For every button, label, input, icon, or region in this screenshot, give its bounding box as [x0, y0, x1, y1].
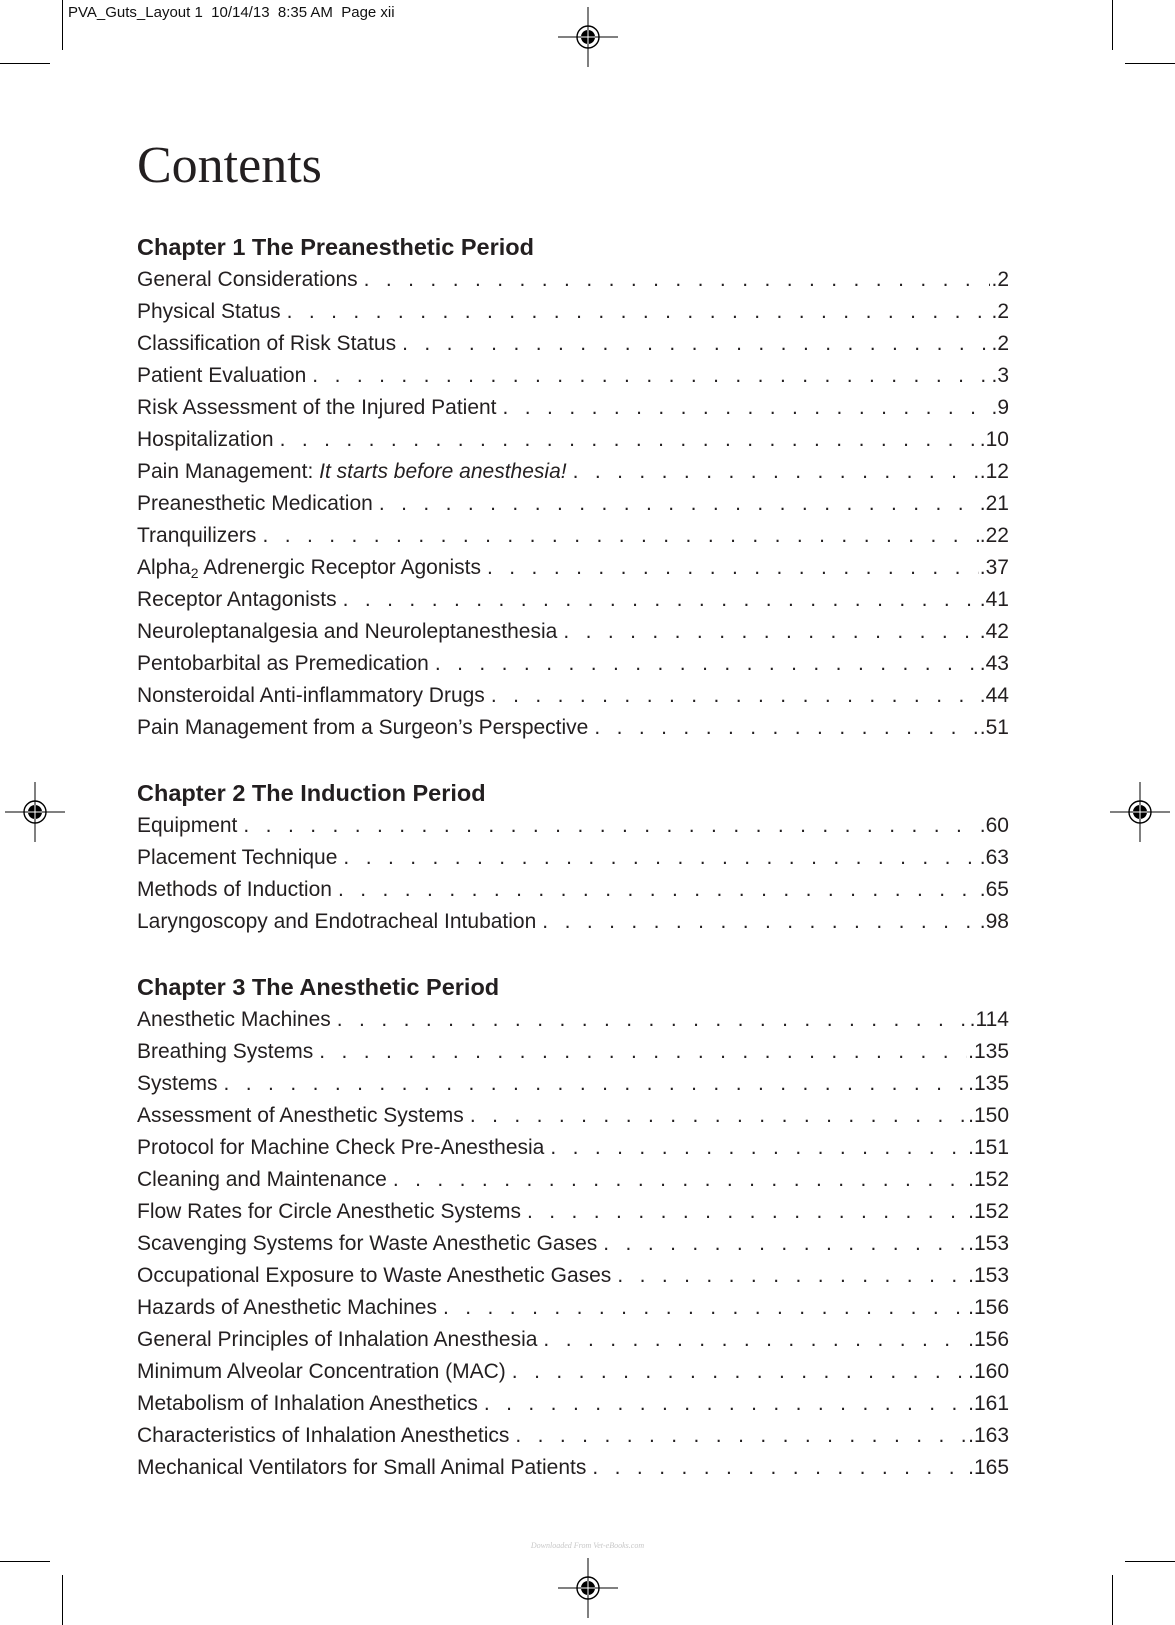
toc-entry[interactable] — [137, 842, 1009, 874]
toc-entry-label: Tranquilizers — [137, 524, 257, 547]
toc-entry-page: .153 — [968, 1264, 1009, 1287]
dot-leader — [592, 1452, 967, 1484]
crop-mark-top-right-vertical — [1112, 0, 1113, 50]
toc-entry-page: .160 — [968, 1360, 1009, 1383]
printer-slug: PVA_Guts_Layout 1 10/14/13 8:35 AM Page xii — [68, 4, 395, 21]
toc-entry-page: .150 — [968, 1104, 1009, 1127]
toc-entry[interactable] — [137, 1196, 1009, 1228]
toc-entry-label: Receptor Antagonists — [137, 588, 337, 611]
dot-leader — [312, 360, 990, 392]
toc-entry-label: Flow Rates for Circle Anesthetic Systems — [137, 1200, 521, 1223]
chapter-entries — [137, 810, 1009, 938]
toc-entry-label: Neuroleptanalgesia and Neuroleptanesthesia — [137, 620, 558, 643]
toc-entry[interactable] — [137, 1132, 1009, 1164]
crop-mark-bottom-left-vertical — [62, 1575, 63, 1625]
toc-entry-label: Anesthetic Machines — [137, 1008, 331, 1031]
dot-leader — [280, 424, 979, 456]
toc-entry[interactable] — [137, 584, 1009, 616]
toc-entry-label-italic: It starts before anesthesia! — [319, 460, 567, 483]
toc-entry-page: .21 — [979, 492, 1009, 515]
chapter-heading: Chapter 3 The Anesthetic Period — [137, 974, 500, 1000]
toc-entry-label: Mechanical Ventilators for Small Animal Patients — [137, 1456, 587, 1479]
toc-entry-label: General Principles of Inhalation Anesthesia — [137, 1328, 538, 1351]
toc-entry-page: .153 — [968, 1232, 1009, 1255]
dot-leader — [617, 1260, 967, 1292]
toc-entry-page: .12 — [979, 460, 1009, 483]
toc-entry[interactable] — [137, 1260, 1009, 1292]
registration-mark-left-icon — [5, 782, 65, 842]
toc-entry-label: Equipment — [137, 814, 238, 837]
dot-leader — [343, 584, 979, 616]
dot-leader — [393, 1164, 967, 1196]
toc-entry-page: .2 — [991, 332, 1009, 355]
dot-leader — [503, 392, 991, 424]
toc-entry-page: .152 — [968, 1168, 1009, 1191]
toc-entry[interactable] — [137, 1068, 1009, 1100]
dot-leader — [338, 874, 979, 906]
crop-mark-top-left-horizontal — [0, 63, 50, 64]
toc-entry[interactable] — [137, 552, 1009, 584]
toc-entry[interactable] — [137, 424, 1009, 456]
toc-entry[interactable] — [137, 1100, 1009, 1132]
dot-leader — [287, 296, 991, 328]
dot-leader — [491, 680, 979, 712]
toc-entry-page: .152 — [968, 1200, 1009, 1223]
toc-entry[interactable] — [137, 488, 1009, 520]
toc-entry-page: .135 — [968, 1072, 1009, 1095]
toc-entry-page: .63 — [979, 846, 1009, 869]
dot-leader — [573, 456, 979, 488]
toc-entry-label: Breathing Systems — [137, 1040, 314, 1063]
toc-entry[interactable] — [137, 1356, 1009, 1388]
toc-entry-label: Laryngoscopy and Endotracheal Intubation — [137, 910, 537, 933]
crop-mark-bottom-right-vertical — [1112, 1575, 1113, 1625]
toc-entry[interactable] — [137, 520, 1009, 552]
toc-entry-label: Occupational Exposure to Waste Anesthetic Gases — [137, 1264, 612, 1287]
toc-entry-label: Risk Assessment of the Injured Patient — [137, 396, 497, 419]
toc-entry-label: Protocol for Machine Check Pre-Anesthesia — [137, 1136, 545, 1159]
toc-entry[interactable] — [137, 1004, 1009, 1036]
dot-leader — [603, 1228, 967, 1260]
toc-entry[interactable] — [137, 712, 1009, 744]
toc-entry[interactable] — [137, 1388, 1009, 1420]
toc-entry-page: .9 — [991, 396, 1009, 419]
toc-entry-label-pre: Alpha — [137, 556, 191, 579]
toc-entry-label — [137, 456, 573, 488]
toc-entry[interactable] — [137, 616, 1009, 648]
toc-entry-page: .37 — [979, 556, 1009, 579]
toc-entry-label: General Considerations — [137, 268, 358, 291]
toc-entry-label: Patient Evaluation — [137, 364, 307, 387]
dot-leader — [402, 328, 990, 360]
toc-entry-page: .65 — [979, 878, 1009, 901]
dot-leader — [337, 1004, 969, 1036]
toc-entry-page: .22 — [979, 524, 1009, 547]
toc-entry-label: Hospitalization — [137, 428, 274, 451]
dot-leader — [443, 1292, 967, 1324]
toc-entry-label-post: Adrenergic Receptor Agonists — [198, 556, 482, 579]
toc-entry-page: .3 — [991, 364, 1009, 387]
toc-entry-label: Hazards of Anesthetic Machines — [137, 1296, 437, 1319]
dot-leader — [343, 842, 978, 874]
chapter-heading: Chapter 2 The Induction Period — [137, 780, 486, 806]
toc-entry-label: Pentobarbital as Premedication — [137, 652, 429, 675]
dot-leader — [512, 1356, 967, 1388]
dot-leader — [594, 712, 978, 744]
toc-entry-page: .156 — [968, 1296, 1009, 1319]
toc-entry-label: Classification of Risk Status — [137, 332, 397, 355]
toc-entry[interactable] — [137, 680, 1009, 712]
toc-entry-page: .135 — [968, 1040, 1009, 1063]
toc-entry-label: Placement Technique — [137, 846, 338, 869]
table-of-contents — [137, 230, 1009, 1516]
toc-entry-page: .60 — [979, 814, 1009, 837]
crop-mark-bottom-left-horizontal — [0, 1561, 50, 1562]
crop-mark-top-right-horizontal — [1125, 63, 1175, 64]
toc-entry-page: .43 — [979, 652, 1009, 675]
toc-entry-page: .151 — [968, 1136, 1009, 1159]
dot-leader — [262, 520, 978, 552]
toc-entry[interactable] — [137, 906, 1009, 938]
toc-entry[interactable] — [137, 1452, 1009, 1484]
dot-leader — [543, 1324, 967, 1356]
toc-entry-label: Physical Status — [137, 300, 281, 323]
toc-entry[interactable] — [137, 1292, 1009, 1324]
toc-entry-page: .98 — [979, 910, 1009, 933]
crop-mark-bottom-right-horizontal — [1125, 1561, 1175, 1562]
toc-entry-label — [137, 552, 487, 584]
dot-leader — [527, 1196, 967, 1228]
registration-mark-bottom-icon — [558, 1558, 618, 1618]
dot-leader — [470, 1100, 967, 1132]
toc-entry-page: .42 — [979, 620, 1009, 643]
toc-entry-page: .2 — [991, 300, 1009, 323]
toc-entry-label: Systems — [137, 1072, 218, 1095]
toc-entry-page: .114 — [969, 1008, 1009, 1031]
toc-entry[interactable] — [137, 392, 1009, 424]
chapter-1 — [137, 230, 1009, 744]
toc-entry-label: Preanesthetic Medication — [137, 492, 373, 515]
toc-entry-label-plain: Pain Management: — [137, 460, 320, 483]
toc-entry-label: Metabolism of Inhalation Anesthetics — [137, 1392, 478, 1415]
dot-leader — [435, 648, 979, 680]
toc-entry[interactable] — [137, 1228, 1009, 1260]
toc-entry[interactable] — [137, 1420, 1009, 1452]
toc-entry[interactable] — [137, 810, 1009, 842]
toc-entry-label: Scavenging Systems for Waste Anesthetic Gases — [137, 1232, 598, 1255]
chapter-entries — [137, 264, 1009, 744]
dot-leader — [550, 1132, 967, 1164]
toc-entry-page: .10 — [979, 428, 1009, 451]
dot-leader — [563, 616, 978, 648]
toc-entry[interactable] — [137, 296, 1009, 328]
dot-leader — [515, 1420, 967, 1452]
dot-leader — [484, 1388, 967, 1420]
toc-entry[interactable] — [137, 1164, 1009, 1196]
toc-entry[interactable] — [137, 874, 1009, 906]
toc-entry-label: Methods of Induction — [137, 878, 332, 901]
watermark: Downloaded From Vet-eBooks.com — [530, 1541, 645, 1550]
toc-entry-label: Nonsteroidal Anti-inflammatory Drugs — [137, 684, 485, 707]
toc-entry-label: Cleaning and Maintenance — [137, 1168, 387, 1191]
toc-entry[interactable] — [137, 264, 1009, 296]
page-title: Contents — [137, 137, 322, 194]
dot-leader — [224, 1068, 968, 1100]
toc-entry-page: .163 — [968, 1424, 1009, 1447]
toc-entry[interactable] — [137, 360, 1009, 392]
toc-entry-page: .165 — [968, 1456, 1009, 1479]
dot-leader — [542, 906, 979, 938]
dot-leader — [319, 1036, 967, 1068]
toc-entry-page: .2 — [991, 268, 1009, 291]
toc-entry[interactable] — [137, 1324, 1009, 1356]
dot-leader — [243, 810, 978, 842]
toc-entry-label-subscript: 2 — [190, 565, 199, 581]
toc-entry-page: .44 — [979, 684, 1009, 707]
registration-mark-top-icon — [558, 7, 618, 67]
crop-mark-top-left-vertical — [62, 0, 63, 50]
toc-entry[interactable] — [137, 456, 1009, 488]
toc-entry-label: Characteristics of Inhalation Anesthetics — [137, 1424, 510, 1447]
dot-leader — [487, 552, 979, 584]
chapter-heading: Chapter 1 The Preanesthetic Period — [137, 234, 535, 260]
registration-mark-right-icon — [1110, 782, 1170, 842]
toc-entry-label: Assessment of Anesthetic Systems — [137, 1104, 464, 1127]
chapter-entries — [137, 1004, 1009, 1484]
toc-entry[interactable] — [137, 1036, 1009, 1068]
toc-entry-page: .161 — [968, 1392, 1009, 1415]
toc-entry-page: .156 — [968, 1328, 1009, 1351]
toc-entry-label: Pain Management from a Surgeon’s Perspective — [137, 716, 589, 739]
toc-entry-page: .41 — [979, 588, 1009, 611]
chapter-2 — [137, 776, 1009, 938]
toc-entry-page: .51 — [979, 716, 1009, 739]
chapter-3 — [137, 970, 1009, 1484]
toc-entry-label: Minimum Alveolar Concentration (MAC) — [137, 1360, 506, 1383]
dot-leader — [379, 488, 979, 520]
toc-entry[interactable] — [137, 328, 1009, 360]
toc-entry[interactable] — [137, 648, 1009, 680]
dot-leader — [364, 264, 991, 296]
